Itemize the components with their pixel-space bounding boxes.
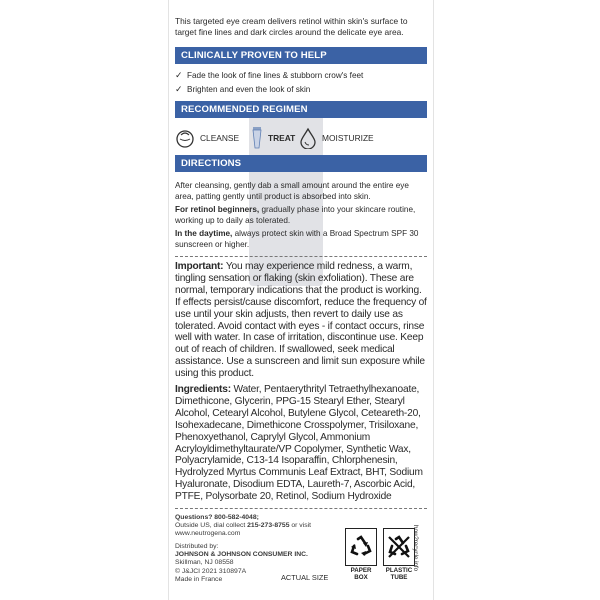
cleanse-icon bbox=[175, 128, 195, 148]
directions-header: DIRECTIONS bbox=[175, 155, 427, 172]
plastic-label: PLASTIC bbox=[385, 567, 413, 574]
step-label: CLEANSE bbox=[200, 133, 240, 143]
clinical-item-2 bbox=[175, 84, 310, 95]
step-cleanse bbox=[175, 124, 239, 152]
droplet-icon bbox=[299, 127, 317, 149]
treat-tube-icon bbox=[251, 126, 263, 150]
directions-p3-text: always protect skin with a Broad Spectrum SPF 30 sunscreen or higher. bbox=[175, 229, 419, 249]
website-text: www.neutrogena.com bbox=[175, 530, 241, 538]
important-text: You may experience mild redness, a warm, tingling sensation or flaking (skin exfoliation). These are normal, temporary indications that the product is working. If effects persist/cause discomfort, reduce the frequency of use until your skin adjusts, then revert to daily use as tolerated. Avoid contact with eyes - if contact occurs, rinse well with water. In case of irritation, discontinue use. Keep out of reach of children. If swallowed, seek medical assistance. Use a sunscreen and limit sun exposure while using this product. bbox=[175, 261, 427, 380]
actual-size-label: ACTUAL SIZE bbox=[281, 573, 329, 582]
check-icon: ✓ bbox=[175, 70, 183, 80]
recycle-paper-box bbox=[345, 528, 377, 582]
distributed-by-label: Distributed by: bbox=[175, 543, 219, 550]
clinical-item-text: Fade the look of fine lines & stubborn crow's feet bbox=[187, 71, 364, 80]
distributor-address: Skillman, NJ 08558 bbox=[175, 559, 234, 567]
clinical-header: CLINICALLY PROVEN TO HELP bbox=[175, 47, 427, 64]
directions-p3-lead: In the daytime, bbox=[175, 229, 233, 238]
step-treat bbox=[251, 124, 295, 152]
dashed-divider bbox=[175, 508, 427, 509]
step-label: MOISTURIZE bbox=[322, 133, 374, 143]
step-moisturize bbox=[299, 124, 374, 152]
clinical-item-text: Brighten and even the look of skin bbox=[187, 85, 311, 94]
box-label: BOX bbox=[354, 574, 368, 581]
questions-phone: Questions? 800-582-4048; bbox=[175, 514, 259, 521]
directions-p1: After cleansing, gently dab a small amount around the entire eye area, patting gently until product is absorbed into skin. bbox=[175, 181, 409, 201]
clinical-item-1 bbox=[175, 70, 363, 81]
ingredients-list bbox=[175, 384, 427, 503]
step-label: TREAT bbox=[268, 133, 296, 143]
distributor-name: JOHNSON & JOHNSON CONSUMER INC. bbox=[175, 551, 308, 559]
product-label-panel bbox=[168, 0, 434, 600]
directions-p2-lead: For retinol beginners, bbox=[175, 205, 260, 214]
check-icon: ✓ bbox=[175, 84, 183, 94]
how2recycle-text: how2recycle.info bbox=[412, 525, 419, 572]
regimen-steps bbox=[175, 124, 427, 152]
tube-label: TUBE bbox=[390, 574, 408, 581]
dashed-divider bbox=[175, 256, 427, 257]
directions-p2 bbox=[175, 204, 425, 226]
not-recyclable-icon bbox=[386, 534, 412, 560]
directions-p3 bbox=[175, 228, 425, 250]
outside-us-phone: 215-273-8755 bbox=[247, 522, 290, 530]
copyright-text: © J&JCI 2021 310897A bbox=[175, 567, 247, 575]
important-label: Important: bbox=[175, 261, 224, 272]
regimen-header: RECOMMENDED REGIMEN bbox=[175, 101, 427, 118]
directions-p2-text: gradually phase into your skincare routine, working up to daily as tolerated. bbox=[175, 205, 416, 225]
contact-block bbox=[175, 514, 311, 539]
outside-us-text: Outside US, dial collect bbox=[175, 522, 248, 530]
ingredients-label: Ingredients: bbox=[175, 384, 231, 395]
intro-text: This targeted eye cream delivers retinol within skin's surface to target fine lines and dark circles around the delicate eye area. bbox=[175, 16, 408, 37]
important-warning bbox=[175, 261, 427, 380]
paper-label: PAPER bbox=[350, 567, 372, 574]
ingredients-text: Water, Pentaerythrityl Tetraethylhexanoate, Dimethicone, Glycerin, PPG-15 Stearyl Ether, Stearyl Alcohol, Cetearyl Alcohol, Butylene Glycol, Ceteareth-20, Isohexadecane, Dimethicone Crosspolymer, Trisiloxane, Phenoxyethanol, Caprylyl Glycol, Ammonium Acryloyldimethyltaurate/VP Copolymer, Synthetic Wax, Polyacrylamide, C13-14 Isoparaffin, Chlorphenesin, Hydrolyzed Myrtus Communis Leaf Extract, BHT, Sodium Hyaluronate, Disodium EDTA, Laureth-7, Ascorbic Acid, PTFE, Polysorbate 20, Retinol, Sodium Hydroxide bbox=[175, 384, 423, 503]
outside-us-suffix: or visit bbox=[289, 522, 312, 530]
recycle-site-vertical bbox=[411, 525, 421, 595]
recycle-icon bbox=[348, 534, 374, 560]
made-in-text: Made in France bbox=[175, 575, 223, 583]
